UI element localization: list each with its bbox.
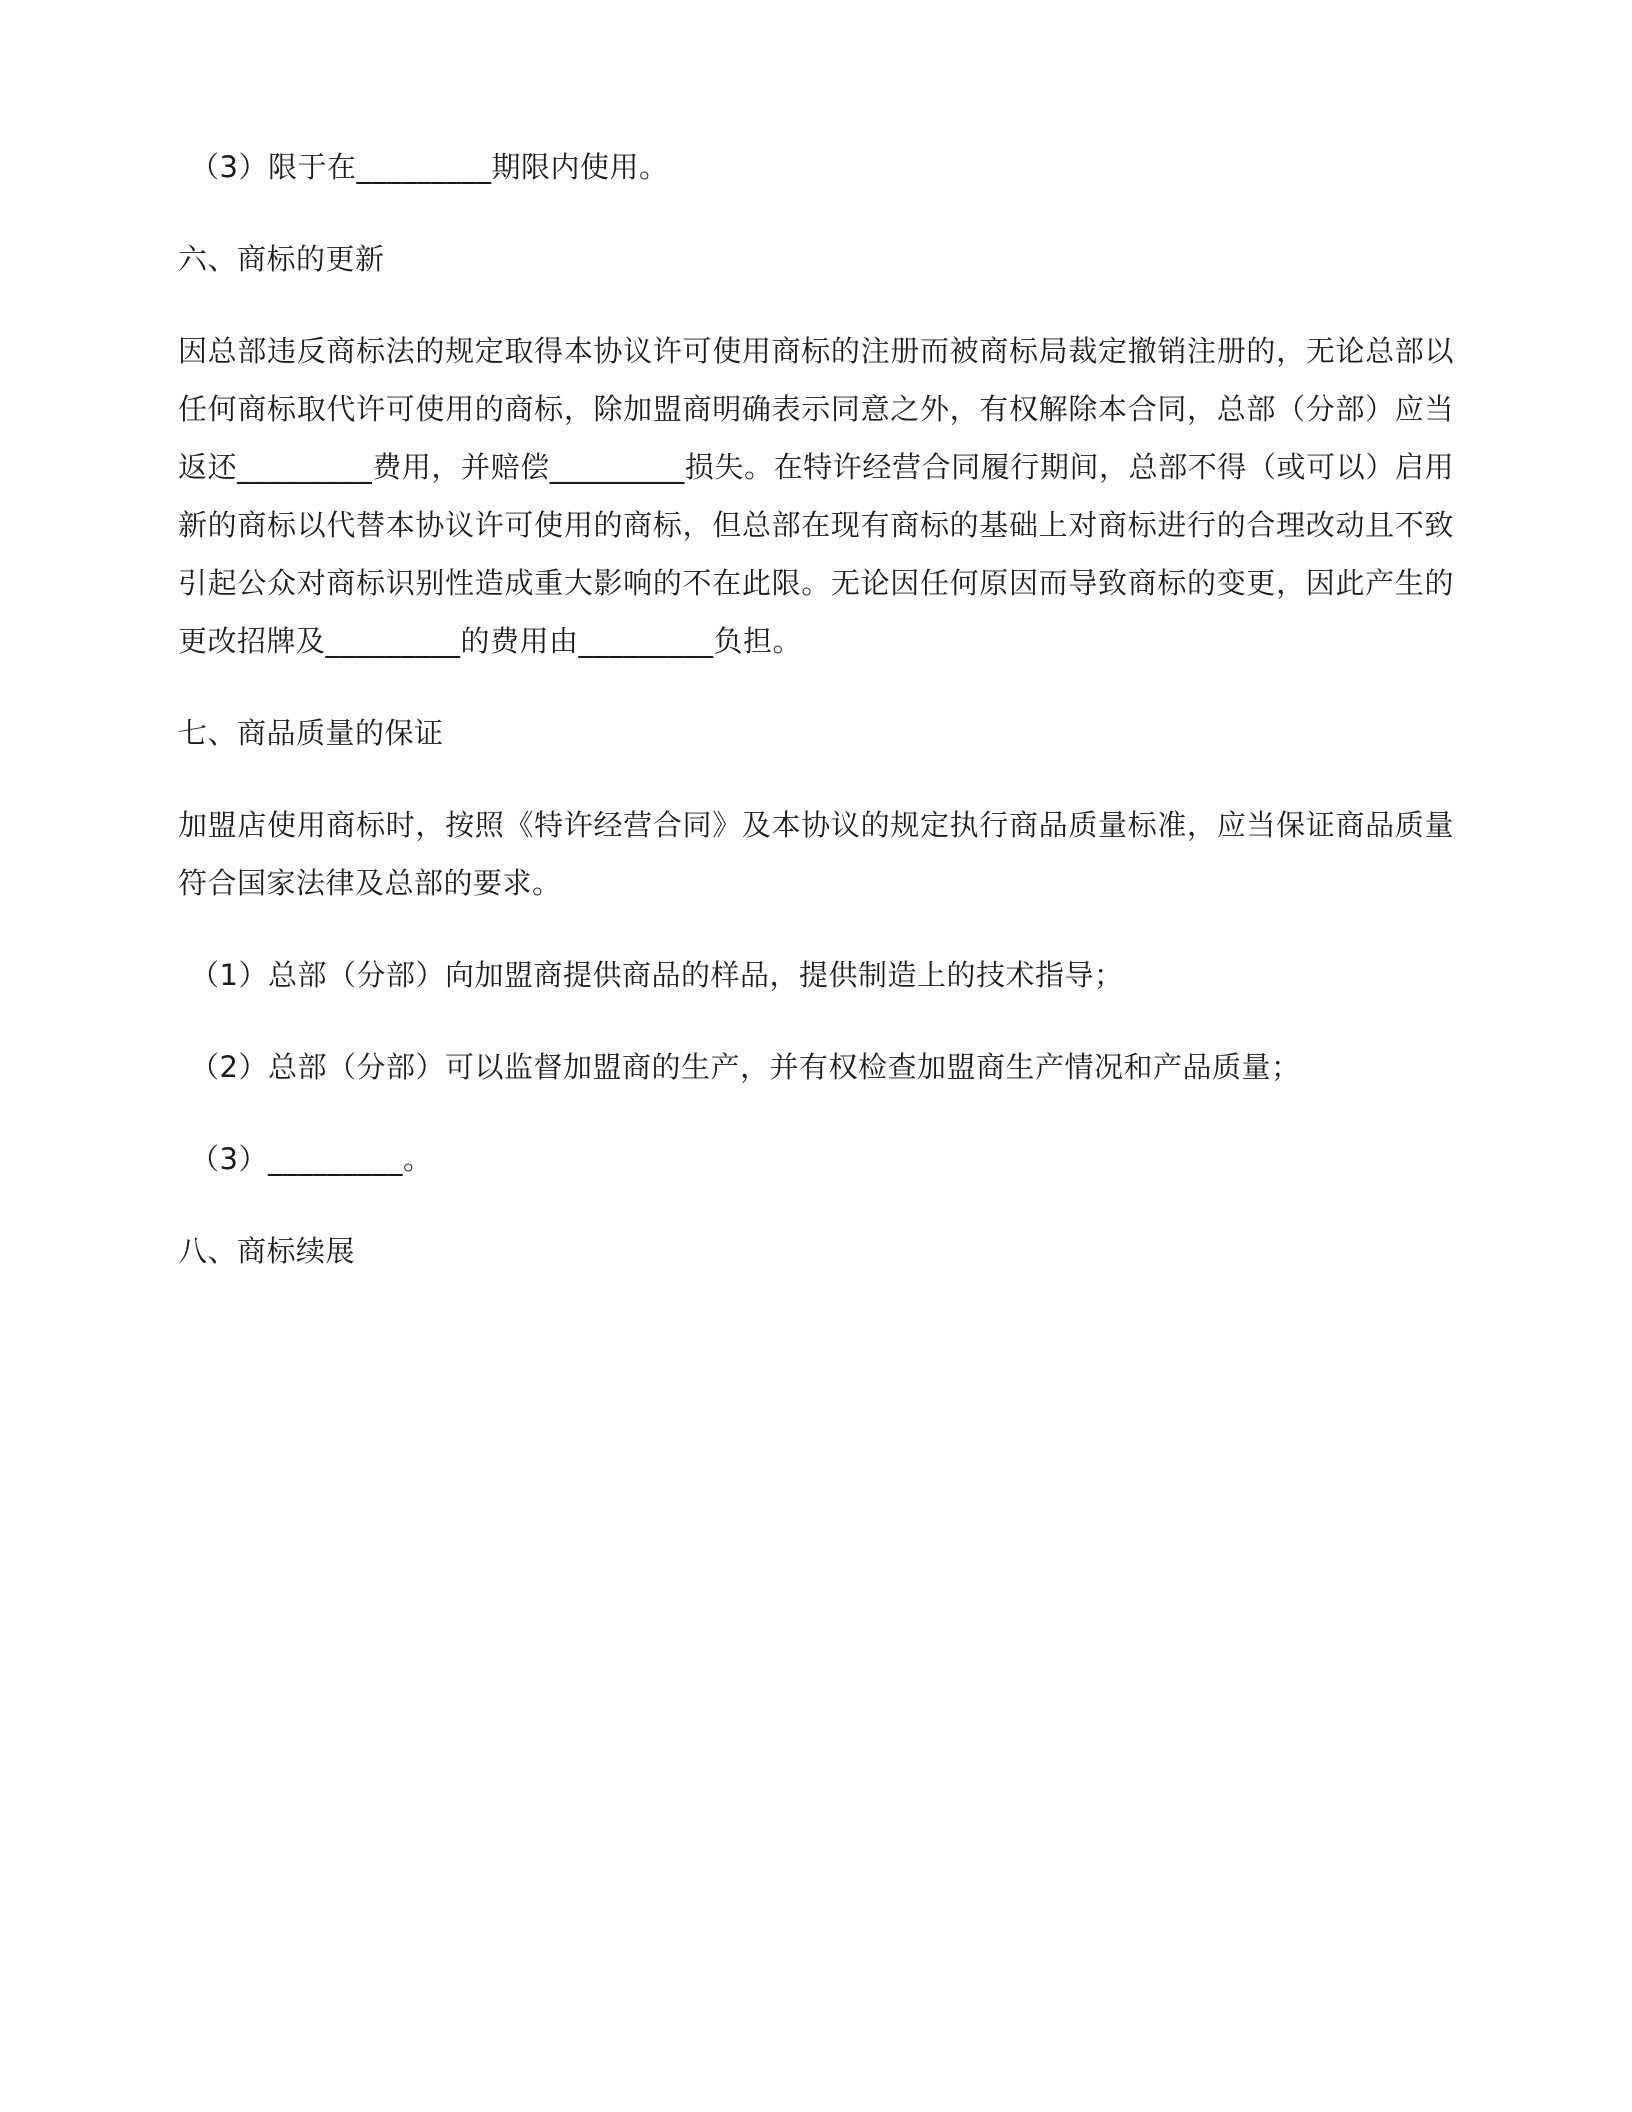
- section-6-body-paragraph: 因总部违反商标法的规定取得本协议许可使用商标的注册而被商标局裁定撤销注册的，无论总部以任何商标取代许可使用的商标，除加盟商明确表示同意之外，有权解除本合同，总部（分部）应当返还_________费用，并赔偿_________损失。在特许经营合同履行期间，总部不得（或可以）启用新的商标以代替本协议许可使用的商标，但总部在现有商标的基础上对商标进行的合理改动且不致引起公众对商标识别性造成重大影响的不在此限。无论因任何原因而导致商标的变更，因此产生的更改招牌及_________的费用由_________负担。: [178, 334, 1454, 658]
- section-heading-6-trademark-renewal: 六、商标的更新: [178, 242, 385, 276]
- section-7-clause-item-1: （1）总部（分部）向加盟商提供商品的样品，提供制造上的技术指导；: [190, 958, 1124, 992]
- section-heading-7-quality-guarantee: 七、商品质量的保证: [178, 716, 444, 750]
- section-heading-8-trademark-extension: 八、商标续展: [178, 1234, 356, 1268]
- section-7-intro-paragraph: 加盟店使用商标时，按照《特许经营合同》及本协议的规定执行商品质量标准，应当保证商品质量符合国家法律及总部的要求。: [178, 808, 1454, 900]
- section-7-clause-item-3: （3）_________。: [190, 1142, 433, 1176]
- clause-item-3-use-period: （3）限于在_________期限内使用。: [190, 150, 669, 184]
- section-7-clause-item-2: （2）总部（分部）可以监督加盟商的生产，并有权检查加盟商生产情况和产品质量；: [190, 1050, 1301, 1084]
